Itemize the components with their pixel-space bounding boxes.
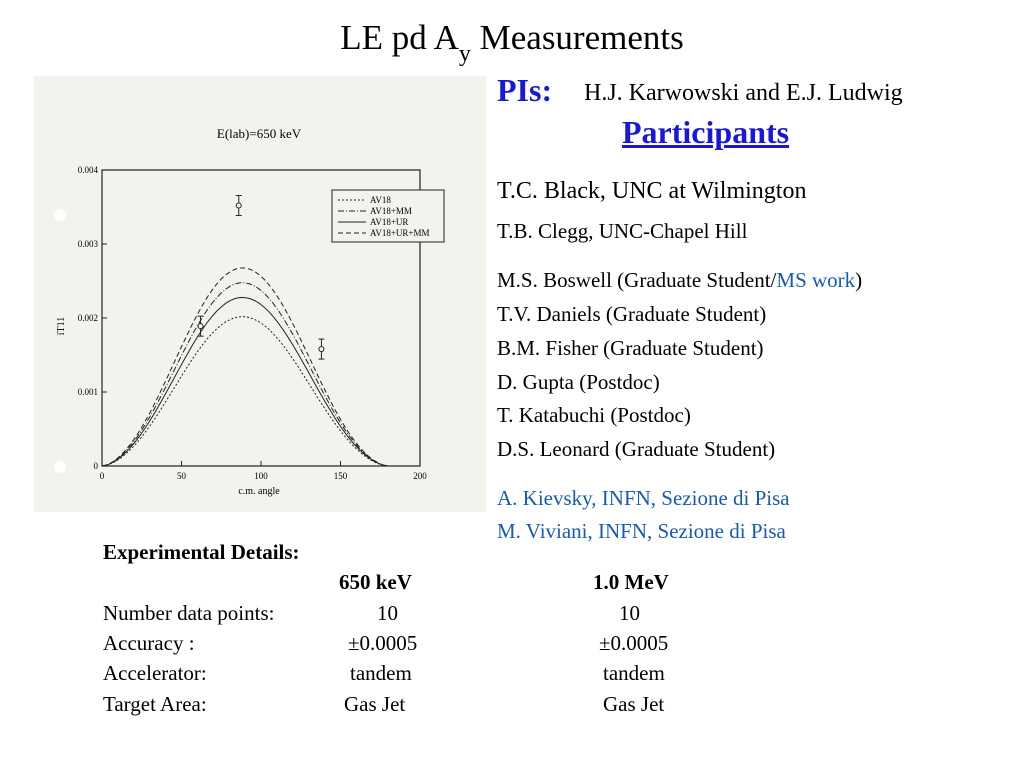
- detail-label: Accelerator:: [103, 661, 207, 685]
- x-tick-label: 150: [333, 471, 348, 481]
- x-tick-label: 100: [254, 471, 268, 481]
- participant: M.S. Boswell (Graduate Student/MS work): [497, 268, 863, 292]
- collaborator: A. Kievsky, INFN, Sezione di Pisa: [497, 486, 790, 510]
- y-tick-label: 0.004: [77, 165, 98, 175]
- y-tick-label: 0: [93, 461, 98, 471]
- detail-value: 10: [619, 601, 640, 625]
- detail-value: Gas Jet: [603, 692, 665, 716]
- y-tick-label: 0.003: [77, 239, 98, 249]
- x-axis-label: c.m. angle: [238, 486, 280, 497]
- participant: T.B. Clegg, UNC-Chapel Hill: [497, 219, 748, 243]
- legend-entry: AV18+MM: [370, 206, 412, 216]
- participants-heading: Participants: [622, 114, 790, 150]
- y-tick-label: 0.002: [77, 313, 98, 323]
- y-tick-label: 0.001: [77, 387, 98, 397]
- participant: D.S. Leonard (Graduate Student): [497, 437, 776, 461]
- detail-value: tandem: [350, 661, 412, 685]
- theory-curve: [102, 317, 388, 466]
- legend-entry: AV18+UR: [370, 217, 409, 227]
- data-point: [319, 347, 324, 352]
- theory-curve: [102, 298, 388, 467]
- detail-label: Number data points:: [103, 601, 275, 625]
- data-point: [198, 324, 203, 329]
- plot-title: E(lab)=650 keV: [216, 126, 302, 141]
- y-axis-label: iT11: [56, 316, 67, 336]
- participant: T. Katabuchi (Postdoc): [497, 403, 691, 427]
- legend-entry: AV18+UR+MM: [370, 228, 430, 238]
- detail-value: ±0.0005: [599, 631, 669, 655]
- asymmetry-plot: [34, 76, 486, 512]
- legend-entry: AV18: [370, 195, 391, 205]
- participant: T.V. Daniels (Graduate Student): [497, 302, 767, 326]
- detail-label: Target Area:: [103, 692, 207, 716]
- collaborator: M. Viviani, INFN, Sezione di Pisa: [497, 519, 786, 543]
- pis-names: H.J. Karwowski and E.J. Ludwig: [584, 80, 903, 106]
- data-point: [236, 203, 241, 208]
- hole-punch: [54, 461, 66, 473]
- detail-value: Gas Jet: [344, 692, 406, 716]
- participant: T.C. Black, UNC at Wilmington: [497, 178, 807, 204]
- column-header: 1.0 MeV: [593, 570, 669, 594]
- x-tick-label: 0: [99, 471, 105, 481]
- participant: D. Gupta (Postdoc): [497, 370, 660, 394]
- detail-value: ±0.0005: [348, 631, 418, 655]
- ms-work-note: MS work: [776, 268, 856, 292]
- x-tick-label: 50: [177, 471, 186, 481]
- hole-punch: [54, 209, 66, 221]
- pis-label: PIs:: [497, 72, 553, 108]
- page-title: LE pd $A_y$ Measurements: [340, 18, 684, 67]
- detail-label: Accuracy :: [103, 631, 195, 655]
- detail-value: 10: [377, 601, 398, 625]
- x-tick-label: 200: [413, 471, 427, 481]
- details-heading: Experimental Details:: [103, 540, 300, 564]
- theory-curve: [102, 283, 388, 466]
- detail-value: tandem: [603, 661, 665, 685]
- column-header: 650 keV: [339, 570, 412, 594]
- plot-image: [34, 76, 486, 512]
- participant: B.M. Fisher (Graduate Student): [497, 336, 764, 360]
